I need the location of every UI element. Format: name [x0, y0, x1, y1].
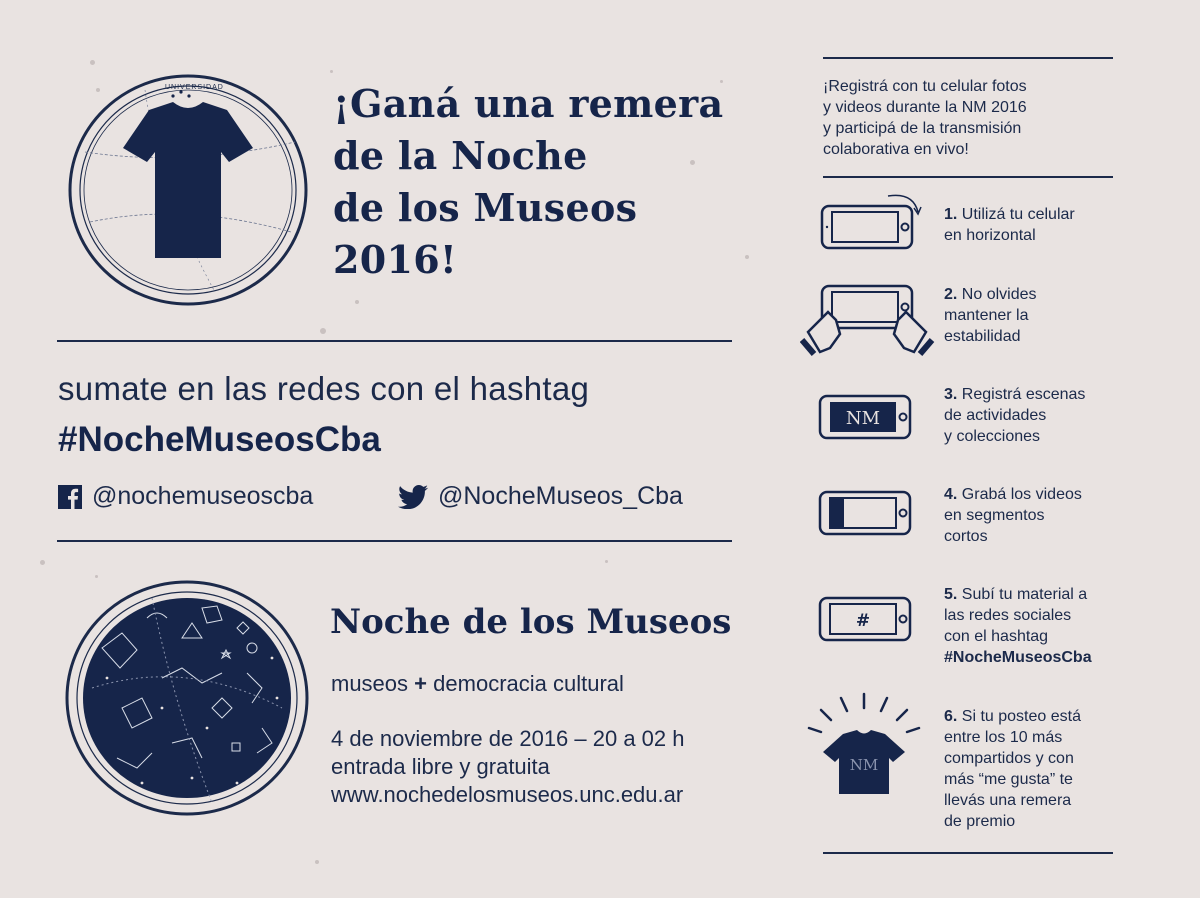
event-subtitle-museos: museos: [331, 671, 409, 696]
nm-screen-label: NM: [845, 408, 881, 429]
speckle: [315, 860, 319, 864]
step-line: llevás una remera: [944, 792, 1072, 809]
step-line: mantener la: [944, 307, 1029, 324]
step-number: 1.: [944, 206, 958, 223]
hashtag[interactable]: #NocheMuseosCba: [58, 420, 381, 459]
divider: [823, 176, 1113, 178]
speckle: [355, 300, 359, 304]
event-subtitle-democracia: democracia cultural: [433, 671, 624, 696]
phone-recording-icon: [818, 394, 916, 442]
speckle: [90, 60, 95, 65]
prize-tshirt-icon: [805, 690, 923, 800]
phone-short-video-icon: [818, 490, 916, 538]
phone-rotate-icon: [818, 190, 923, 252]
event-details: [331, 725, 685, 809]
headline-line: ¡Ganá una remera: [333, 81, 724, 126]
facebook-handle: @nochemuseoscba: [92, 482, 314, 510]
twitter-handle: @NocheMuseos_Cba: [438, 482, 683, 510]
step-line: estabilidad: [944, 328, 1021, 345]
step-line: en segmentos: [944, 507, 1045, 524]
event-url[interactable]: www.nochedelosmuseos.unc.edu.ar: [331, 782, 684, 807]
hands-holding-phone-icon: [800, 282, 940, 364]
phone-hashtag-icon: [818, 596, 916, 644]
intro-line: y participá de la transmisión: [823, 120, 1022, 137]
step-line: Utilizá tu celular: [961, 206, 1075, 223]
seal-top-text: UNIVERSIDAD: [165, 84, 224, 91]
step-line: compartidos y con: [944, 750, 1074, 767]
step-line: No olvides: [961, 286, 1037, 303]
step-number: 6.: [944, 708, 958, 725]
step-1: [944, 204, 1134, 246]
speckle: [320, 328, 326, 334]
step-line: las redes sociales: [944, 607, 1072, 624]
facebook-icon: [58, 485, 82, 509]
step-3: [944, 384, 1134, 447]
step-line: más “me gusta” te: [944, 771, 1073, 788]
event-date: 4 de noviembre de 2016 – 20 a 02 h: [331, 726, 685, 751]
step-line: de actividades: [944, 407, 1047, 424]
speckle: [745, 255, 749, 259]
step-number: 2.: [944, 286, 958, 303]
hashtag-tagline: sumate en las redes con el hashtag: [58, 370, 590, 407]
intro-line: colaborativa en vivo!: [823, 141, 969, 158]
step-5: [944, 584, 1134, 668]
step-line: Grabá los videos: [961, 486, 1082, 503]
speckle: [330, 70, 333, 73]
step-line: con el hashtag: [944, 628, 1049, 645]
step-line: de premio: [944, 813, 1016, 830]
step-hashtag: #NocheMuseosCba: [944, 649, 1092, 666]
step-4: [944, 484, 1134, 547]
twitter-icon: [398, 485, 428, 509]
step-line: entre los 10 más: [944, 729, 1063, 746]
step-line: Subí tu material a: [961, 586, 1088, 603]
event-entry: entrada libre y gratuita: [331, 754, 550, 779]
divider: [57, 340, 732, 342]
step-line: en horizontal: [944, 227, 1036, 244]
step-2: [944, 284, 1134, 347]
constellation-seal: [62, 578, 314, 822]
headline-line: de la Noche: [333, 133, 588, 178]
step-number: 5.: [944, 586, 958, 603]
speckle: [605, 560, 608, 563]
tshirt-nm-label: NM: [849, 756, 879, 774]
divider: [823, 57, 1113, 59]
headline: [333, 78, 723, 286]
step-number: 3.: [944, 386, 958, 403]
step-line: Si tu posteo está: [961, 708, 1081, 725]
facebook-link[interactable]: [58, 482, 313, 511]
event-subtitle: [331, 670, 624, 698]
intro-line: y videos durante la NM 2016: [823, 99, 1027, 116]
divider: [57, 540, 732, 542]
instructions-intro: [823, 76, 1027, 160]
step-number: 4.: [944, 486, 958, 503]
step-line: y colecciones: [944, 428, 1041, 445]
step-line: Registrá escenas: [961, 386, 1086, 403]
headline-line: de los Museos: [333, 185, 638, 230]
speckle: [40, 560, 45, 565]
event-title: Noche de los Museos: [330, 602, 732, 642]
divider: [823, 852, 1113, 854]
headline-line: 2016!: [333, 237, 457, 282]
tshirt-seal: [65, 72, 315, 312]
hash-screen-label: #: [855, 611, 871, 631]
intro-line: ¡Registrá con tu celular fotos: [823, 78, 1027, 95]
step-line: cortos: [944, 528, 988, 545]
step-6: [944, 706, 1134, 832]
twitter-link[interactable]: [398, 482, 683, 511]
plus-sign: +: [414, 671, 428, 696]
